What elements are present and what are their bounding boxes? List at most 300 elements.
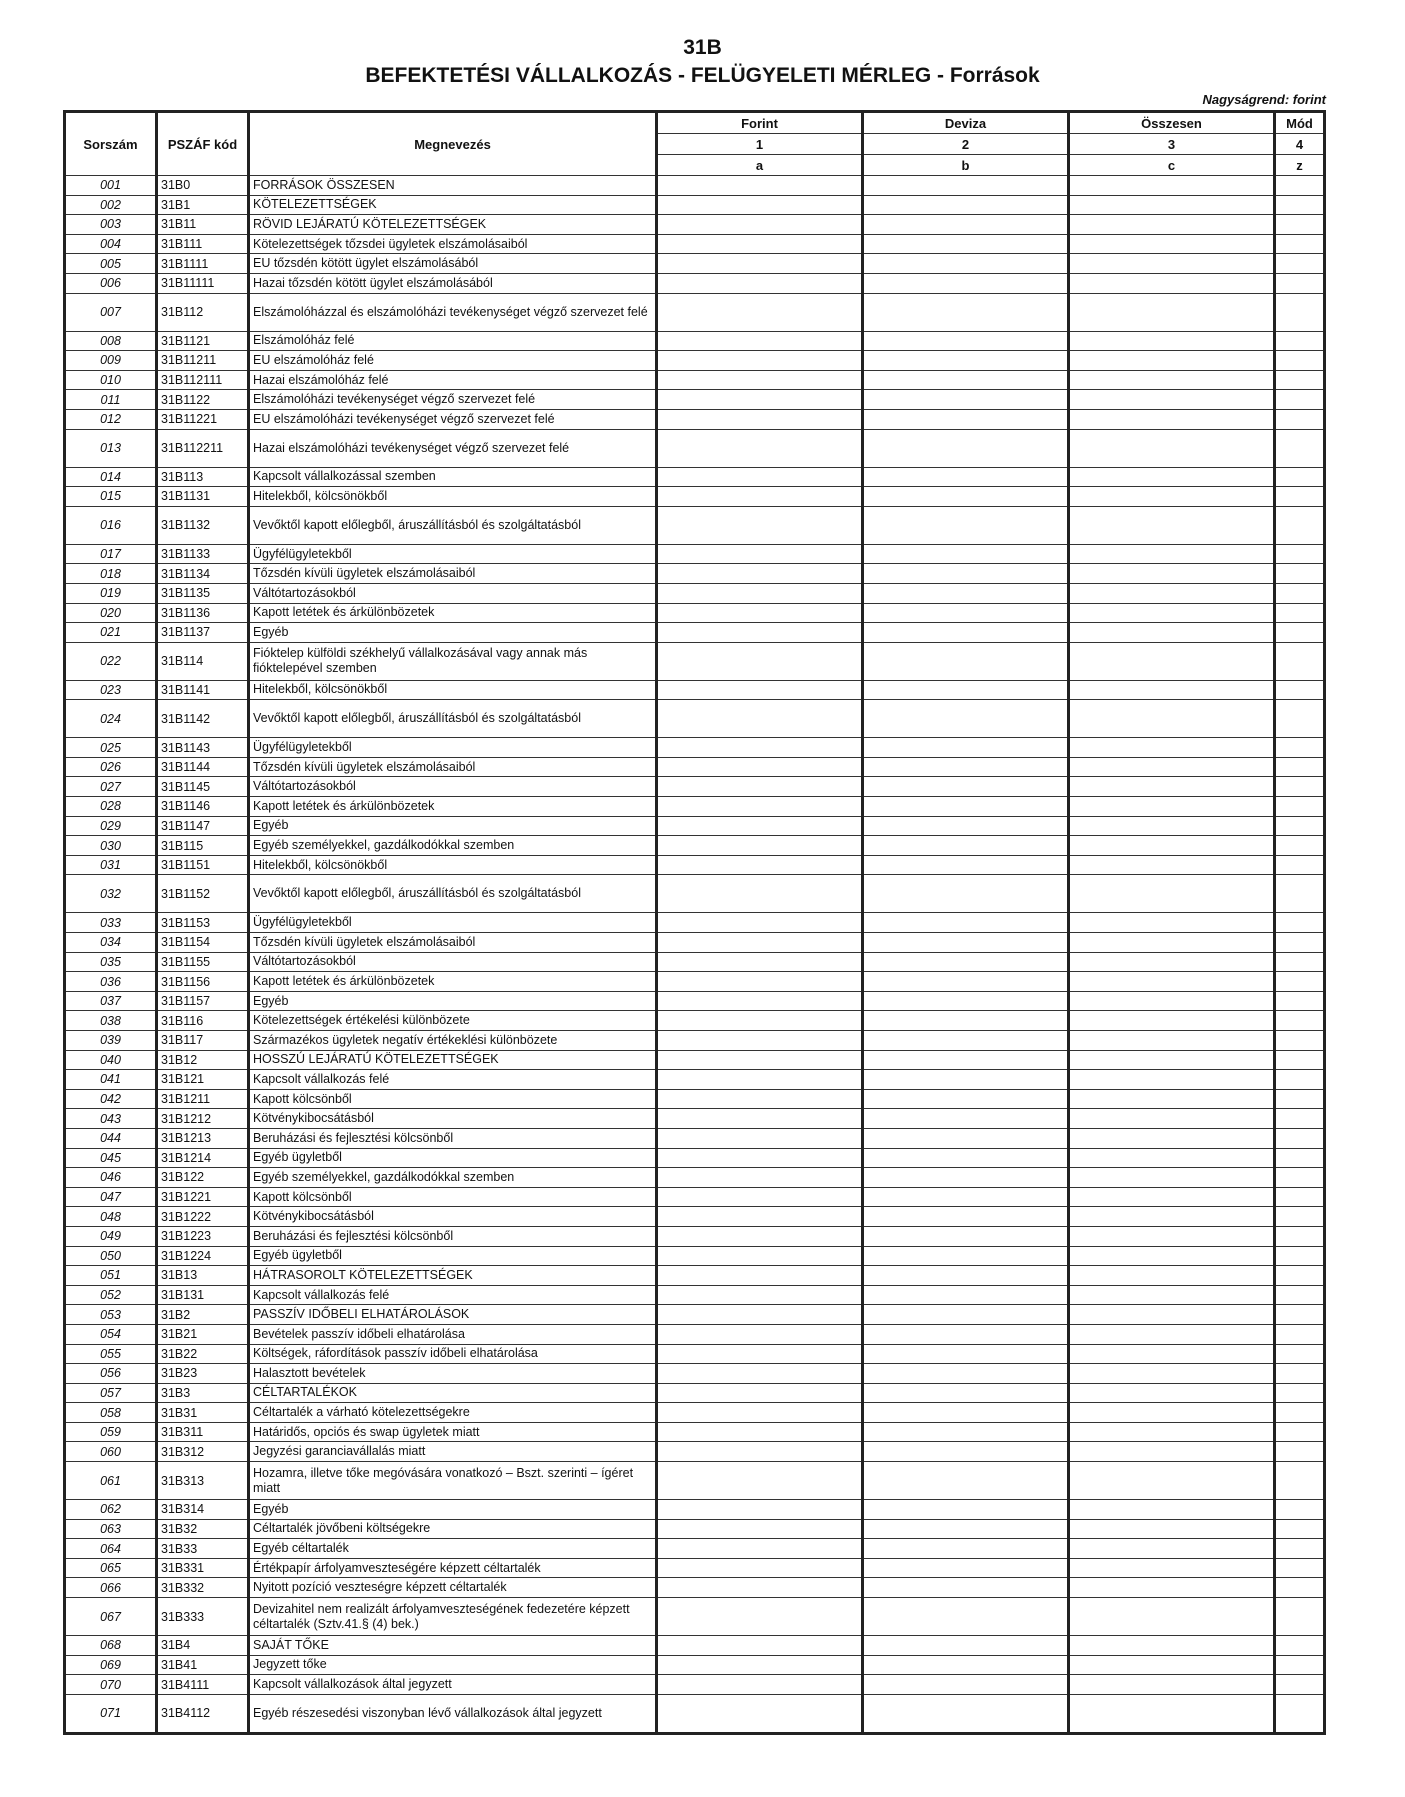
deviza-cell[interactable] bbox=[863, 1207, 1069, 1227]
osszesen-cell[interactable] bbox=[1069, 642, 1275, 680]
forint-cell[interactable] bbox=[657, 1070, 863, 1090]
mod-cell[interactable] bbox=[1275, 836, 1325, 856]
table-row bbox=[65, 933, 1325, 953]
mod-cell[interactable] bbox=[1275, 642, 1325, 680]
forint-cell[interactable] bbox=[657, 1539, 863, 1559]
osszesen-cell[interactable] bbox=[1069, 1422, 1275, 1442]
deviza-cell[interactable] bbox=[863, 195, 1069, 215]
deviza-cell[interactable] bbox=[863, 234, 1069, 254]
forint-cell[interactable] bbox=[657, 215, 863, 235]
deviza-cell[interactable] bbox=[863, 1364, 1069, 1384]
osszesen-cell[interactable] bbox=[1069, 1500, 1275, 1520]
row-serial: 055 bbox=[65, 1344, 157, 1364]
osszesen-cell[interactable] bbox=[1069, 1226, 1275, 1246]
mod-cell[interactable] bbox=[1275, 1500, 1325, 1520]
deviza-cell[interactable] bbox=[863, 544, 1069, 564]
osszesen-cell[interactable] bbox=[1069, 816, 1275, 836]
mod-cell[interactable] bbox=[1275, 1128, 1325, 1148]
deviza-cell[interactable] bbox=[863, 1109, 1069, 1129]
mod-cell[interactable] bbox=[1275, 1558, 1325, 1578]
osszesen-cell[interactable] bbox=[1069, 1539, 1275, 1559]
deviza-cell[interactable] bbox=[863, 738, 1069, 758]
deviza-cell[interactable] bbox=[863, 1128, 1069, 1148]
deviza-cell[interactable] bbox=[863, 370, 1069, 390]
mod-cell[interactable] bbox=[1275, 1285, 1325, 1305]
forint-cell[interactable] bbox=[657, 273, 863, 293]
deviza-cell[interactable] bbox=[863, 1539, 1069, 1559]
forint-cell[interactable] bbox=[657, 409, 863, 429]
mod-cell[interactable] bbox=[1275, 991, 1325, 1011]
forint-cell[interactable] bbox=[657, 370, 863, 390]
mod-cell[interactable] bbox=[1275, 875, 1325, 913]
deviza-cell[interactable] bbox=[863, 273, 1069, 293]
deviza-cell[interactable] bbox=[863, 1226, 1069, 1246]
deviza-cell[interactable] bbox=[863, 642, 1069, 680]
mod-cell[interactable] bbox=[1275, 1519, 1325, 1539]
mod-cell[interactable] bbox=[1275, 487, 1325, 507]
mod-cell[interactable] bbox=[1275, 1266, 1325, 1286]
mod-cell[interactable] bbox=[1275, 1422, 1325, 1442]
mod-cell[interactable] bbox=[1275, 1403, 1325, 1423]
mod-cell[interactable] bbox=[1275, 1655, 1325, 1675]
forint-cell[interactable] bbox=[657, 544, 863, 564]
row-name: Kapott letétek és árkülönbözetek bbox=[249, 972, 657, 992]
deviza-cell[interactable] bbox=[863, 467, 1069, 487]
osszesen-cell[interactable] bbox=[1069, 544, 1275, 564]
osszesen-cell[interactable] bbox=[1069, 1655, 1275, 1675]
deviza-cell[interactable] bbox=[863, 506, 1069, 544]
row-code: 31B1133 bbox=[157, 544, 249, 564]
osszesen-cell[interactable] bbox=[1069, 195, 1275, 215]
mod-cell[interactable] bbox=[1275, 855, 1325, 875]
osszesen-cell[interactable] bbox=[1069, 1187, 1275, 1207]
osszesen-cell[interactable] bbox=[1069, 1519, 1275, 1539]
osszesen-cell[interactable] bbox=[1069, 254, 1275, 274]
forint-cell[interactable] bbox=[657, 1246, 863, 1266]
forint-cell[interactable] bbox=[657, 1383, 863, 1403]
mod-cell[interactable] bbox=[1275, 777, 1325, 797]
osszesen-cell[interactable] bbox=[1069, 952, 1275, 972]
forint-cell[interactable] bbox=[657, 991, 863, 1011]
row-serial: 042 bbox=[65, 1089, 157, 1109]
osszesen-cell[interactable] bbox=[1069, 1089, 1275, 1109]
osszesen-cell[interactable] bbox=[1069, 1598, 1275, 1636]
osszesen-cell[interactable] bbox=[1069, 836, 1275, 856]
osszesen-cell[interactable] bbox=[1069, 234, 1275, 254]
deviza-cell[interactable] bbox=[863, 293, 1069, 331]
osszesen-cell[interactable] bbox=[1069, 1031, 1275, 1051]
mod-cell[interactable] bbox=[1275, 797, 1325, 817]
deviza-cell[interactable] bbox=[863, 1324, 1069, 1344]
forint-cell[interactable] bbox=[657, 1011, 863, 1031]
deviza-cell[interactable] bbox=[863, 836, 1069, 856]
forint-cell[interactable] bbox=[657, 293, 863, 331]
deviza-cell[interactable] bbox=[863, 1462, 1069, 1500]
osszesen-cell[interactable] bbox=[1069, 738, 1275, 758]
deviza-cell[interactable] bbox=[863, 972, 1069, 992]
mod-cell[interactable] bbox=[1275, 1168, 1325, 1188]
header-osszesen-num: 3 bbox=[1069, 134, 1275, 155]
deviza-cell[interactable] bbox=[863, 487, 1069, 507]
forint-cell[interactable] bbox=[657, 1207, 863, 1227]
osszesen-cell[interactable] bbox=[1069, 777, 1275, 797]
deviza-cell[interactable] bbox=[863, 176, 1069, 196]
mod-cell[interactable] bbox=[1275, 1031, 1325, 1051]
mod-cell[interactable] bbox=[1275, 467, 1325, 487]
osszesen-cell[interactable] bbox=[1069, 1285, 1275, 1305]
mod-cell[interactable] bbox=[1275, 564, 1325, 584]
deviza-cell[interactable] bbox=[863, 875, 1069, 913]
osszesen-cell[interactable] bbox=[1069, 1344, 1275, 1364]
forint-cell[interactable] bbox=[657, 1462, 863, 1500]
osszesen-cell[interactable] bbox=[1069, 1324, 1275, 1344]
deviza-cell[interactable] bbox=[863, 855, 1069, 875]
mod-cell[interactable] bbox=[1275, 757, 1325, 777]
forint-cell[interactable] bbox=[657, 1636, 863, 1656]
forint-cell[interactable] bbox=[657, 1578, 863, 1598]
deviza-cell[interactable] bbox=[863, 952, 1069, 972]
osszesen-cell[interactable] bbox=[1069, 1109, 1275, 1129]
forint-cell[interactable] bbox=[657, 738, 863, 758]
forint-cell[interactable] bbox=[657, 1285, 863, 1305]
deviza-cell[interactable] bbox=[863, 1344, 1069, 1364]
deviza-cell[interactable] bbox=[863, 1031, 1069, 1051]
forint-cell[interactable] bbox=[657, 816, 863, 836]
deviza-cell[interactable] bbox=[863, 331, 1069, 351]
forint-cell[interactable] bbox=[657, 1305, 863, 1325]
deviza-cell[interactable] bbox=[863, 1285, 1069, 1305]
row-code: 31B1155 bbox=[157, 952, 249, 972]
mod-cell[interactable] bbox=[1275, 544, 1325, 564]
mod-cell[interactable] bbox=[1275, 972, 1325, 992]
forint-cell[interactable] bbox=[657, 506, 863, 544]
forint-cell[interactable] bbox=[657, 1109, 863, 1129]
forint-cell[interactable] bbox=[657, 642, 863, 680]
osszesen-cell[interactable] bbox=[1069, 467, 1275, 487]
mod-cell[interactable] bbox=[1275, 195, 1325, 215]
deviza-cell[interactable] bbox=[863, 1050, 1069, 1070]
osszesen-cell[interactable] bbox=[1069, 390, 1275, 410]
osszesen-cell[interactable] bbox=[1069, 603, 1275, 623]
deviza-cell[interactable] bbox=[863, 603, 1069, 623]
forint-cell[interactable] bbox=[657, 700, 863, 738]
deviza-cell[interactable] bbox=[863, 351, 1069, 371]
forint-cell[interactable] bbox=[657, 390, 863, 410]
mod-cell[interactable] bbox=[1275, 933, 1325, 953]
deviza-cell[interactable] bbox=[863, 429, 1069, 467]
osszesen-cell[interactable] bbox=[1069, 1168, 1275, 1188]
deviza-cell[interactable] bbox=[863, 913, 1069, 933]
forint-cell[interactable] bbox=[657, 1226, 863, 1246]
forint-cell[interactable] bbox=[657, 429, 863, 467]
forint-cell[interactable] bbox=[657, 176, 863, 196]
forint-cell[interactable] bbox=[657, 583, 863, 603]
mod-cell[interactable] bbox=[1275, 1148, 1325, 1168]
mod-cell[interactable] bbox=[1275, 1070, 1325, 1090]
mod-cell[interactable] bbox=[1275, 1207, 1325, 1227]
osszesen-cell[interactable] bbox=[1069, 1207, 1275, 1227]
osszesen-cell[interactable] bbox=[1069, 991, 1275, 1011]
mod-cell[interactable] bbox=[1275, 293, 1325, 331]
deviza-cell[interactable] bbox=[863, 1598, 1069, 1636]
deviza-cell[interactable] bbox=[863, 1675, 1069, 1695]
deviza-cell[interactable] bbox=[863, 1383, 1069, 1403]
osszesen-cell[interactable] bbox=[1069, 1442, 1275, 1462]
deviza-cell[interactable] bbox=[863, 1558, 1069, 1578]
osszesen-cell[interactable] bbox=[1069, 1070, 1275, 1090]
deviza-cell[interactable] bbox=[863, 700, 1069, 738]
forint-cell[interactable] bbox=[657, 1128, 863, 1148]
forint-cell[interactable] bbox=[657, 1694, 863, 1733]
mod-cell[interactable] bbox=[1275, 1694, 1325, 1733]
forint-cell[interactable] bbox=[657, 623, 863, 643]
osszesen-cell[interactable] bbox=[1069, 875, 1275, 913]
deviza-cell[interactable] bbox=[863, 1305, 1069, 1325]
table-row bbox=[65, 913, 1325, 933]
deviza-cell[interactable] bbox=[863, 1636, 1069, 1656]
deviza-cell[interactable] bbox=[863, 1089, 1069, 1109]
deviza-cell[interactable] bbox=[863, 777, 1069, 797]
deviza-cell[interactable] bbox=[863, 1266, 1069, 1286]
mod-cell[interactable] bbox=[1275, 913, 1325, 933]
forint-cell[interactable] bbox=[657, 1500, 863, 1520]
mod-cell[interactable] bbox=[1275, 1383, 1325, 1403]
deviza-cell[interactable] bbox=[863, 390, 1069, 410]
osszesen-cell[interactable] bbox=[1069, 1578, 1275, 1598]
mod-cell[interactable] bbox=[1275, 1089, 1325, 1109]
forint-cell[interactable] bbox=[657, 797, 863, 817]
osszesen-cell[interactable] bbox=[1069, 1050, 1275, 1070]
forint-cell[interactable] bbox=[657, 1675, 863, 1695]
deviza-cell[interactable] bbox=[863, 564, 1069, 584]
forint-cell[interactable] bbox=[657, 1442, 863, 1462]
osszesen-cell[interactable] bbox=[1069, 176, 1275, 196]
deviza-cell[interactable] bbox=[863, 757, 1069, 777]
osszesen-cell[interactable] bbox=[1069, 487, 1275, 507]
forint-cell[interactable] bbox=[657, 855, 863, 875]
deviza-cell[interactable] bbox=[863, 215, 1069, 235]
deviza-cell[interactable] bbox=[863, 1403, 1069, 1423]
mod-cell[interactable] bbox=[1275, 215, 1325, 235]
osszesen-cell[interactable] bbox=[1069, 1383, 1275, 1403]
osszesen-cell[interactable] bbox=[1069, 972, 1275, 992]
mod-cell[interactable] bbox=[1275, 351, 1325, 371]
forint-cell[interactable] bbox=[657, 195, 863, 215]
deviza-cell[interactable] bbox=[863, 1246, 1069, 1266]
osszesen-cell[interactable] bbox=[1069, 1305, 1275, 1325]
deviza-cell[interactable] bbox=[863, 1519, 1069, 1539]
osszesen-cell[interactable] bbox=[1069, 564, 1275, 584]
row-name: Ügyfélügyletekből bbox=[249, 738, 657, 758]
forint-cell[interactable] bbox=[657, 1519, 863, 1539]
osszesen-cell[interactable] bbox=[1069, 1636, 1275, 1656]
mod-cell[interactable] bbox=[1275, 234, 1325, 254]
forint-cell[interactable] bbox=[657, 933, 863, 953]
osszesen-cell[interactable] bbox=[1069, 1148, 1275, 1168]
mod-cell[interactable] bbox=[1275, 583, 1325, 603]
row-code: 31B3 bbox=[157, 1383, 249, 1403]
mod-cell[interactable] bbox=[1275, 952, 1325, 972]
forint-cell[interactable] bbox=[657, 875, 863, 913]
deviza-cell[interactable] bbox=[863, 409, 1069, 429]
mod-cell[interactable] bbox=[1275, 390, 1325, 410]
forint-cell[interactable] bbox=[657, 1344, 863, 1364]
mod-cell[interactable] bbox=[1275, 1636, 1325, 1656]
mod-cell[interactable] bbox=[1275, 1578, 1325, 1598]
osszesen-cell[interactable] bbox=[1069, 215, 1275, 235]
osszesen-cell[interactable] bbox=[1069, 757, 1275, 777]
forint-cell[interactable] bbox=[657, 836, 863, 856]
forint-cell[interactable] bbox=[657, 1031, 863, 1051]
deviza-cell[interactable] bbox=[863, 1694, 1069, 1733]
osszesen-cell[interactable] bbox=[1069, 797, 1275, 817]
mod-cell[interactable] bbox=[1275, 331, 1325, 351]
forint-cell[interactable] bbox=[657, 254, 863, 274]
mod-cell[interactable] bbox=[1275, 1364, 1325, 1384]
mod-cell[interactable] bbox=[1275, 1675, 1325, 1695]
mod-cell[interactable] bbox=[1275, 1462, 1325, 1500]
forint-cell[interactable] bbox=[657, 1558, 863, 1578]
osszesen-cell[interactable] bbox=[1069, 331, 1275, 351]
mod-cell[interactable] bbox=[1275, 176, 1325, 196]
mod-cell[interactable] bbox=[1275, 1598, 1325, 1636]
deviza-cell[interactable] bbox=[863, 254, 1069, 274]
osszesen-cell[interactable] bbox=[1069, 429, 1275, 467]
forint-cell[interactable] bbox=[657, 1148, 863, 1168]
osszesen-cell[interactable] bbox=[1069, 351, 1275, 371]
osszesen-cell[interactable] bbox=[1069, 700, 1275, 738]
osszesen-cell[interactable] bbox=[1069, 409, 1275, 429]
mod-cell[interactable] bbox=[1275, 1050, 1325, 1070]
deviza-cell[interactable] bbox=[863, 1168, 1069, 1188]
forint-cell[interactable] bbox=[657, 467, 863, 487]
osszesen-cell[interactable] bbox=[1069, 1675, 1275, 1695]
mod-cell[interactable] bbox=[1275, 1011, 1325, 1031]
table-body bbox=[65, 176, 1325, 1734]
osszesen-cell[interactable] bbox=[1069, 293, 1275, 331]
deviza-cell[interactable] bbox=[863, 1148, 1069, 1168]
osszesen-cell[interactable] bbox=[1069, 1694, 1275, 1733]
forint-cell[interactable] bbox=[657, 913, 863, 933]
header-mod-letter: z bbox=[1275, 155, 1325, 176]
mod-cell[interactable] bbox=[1275, 1442, 1325, 1462]
mod-cell[interactable] bbox=[1275, 1187, 1325, 1207]
deviza-cell[interactable] bbox=[863, 1500, 1069, 1520]
osszesen-cell[interactable] bbox=[1069, 1128, 1275, 1148]
forint-cell[interactable] bbox=[657, 1050, 863, 1070]
forint-cell[interactable] bbox=[657, 1422, 863, 1442]
forint-cell[interactable] bbox=[657, 952, 863, 972]
mod-cell[interactable] bbox=[1275, 429, 1325, 467]
osszesen-cell[interactable] bbox=[1069, 370, 1275, 390]
osszesen-cell[interactable] bbox=[1069, 1403, 1275, 1423]
mod-cell[interactable] bbox=[1275, 738, 1325, 758]
osszesen-cell[interactable] bbox=[1069, 506, 1275, 544]
mod-cell[interactable] bbox=[1275, 1246, 1325, 1266]
mod-cell[interactable] bbox=[1275, 1539, 1325, 1559]
forint-cell[interactable] bbox=[657, 757, 863, 777]
forint-cell[interactable] bbox=[657, 1187, 863, 1207]
osszesen-cell[interactable] bbox=[1069, 933, 1275, 953]
osszesen-cell[interactable] bbox=[1069, 680, 1275, 700]
mod-cell[interactable] bbox=[1275, 816, 1325, 836]
mod-cell[interactable] bbox=[1275, 1226, 1325, 1246]
osszesen-cell[interactable] bbox=[1069, 623, 1275, 643]
deviza-cell[interactable] bbox=[863, 623, 1069, 643]
osszesen-cell[interactable] bbox=[1069, 1462, 1275, 1500]
row-code: 31B1212 bbox=[157, 1109, 249, 1129]
osszesen-cell[interactable] bbox=[1069, 1011, 1275, 1031]
forint-cell[interactable] bbox=[657, 1089, 863, 1109]
deviza-cell[interactable] bbox=[863, 1422, 1069, 1442]
forint-cell[interactable] bbox=[657, 351, 863, 371]
mod-cell[interactable] bbox=[1275, 1344, 1325, 1364]
deviza-cell[interactable] bbox=[863, 1578, 1069, 1598]
osszesen-cell[interactable] bbox=[1069, 913, 1275, 933]
osszesen-cell[interactable] bbox=[1069, 273, 1275, 293]
deviza-cell[interactable] bbox=[863, 583, 1069, 603]
forint-cell[interactable] bbox=[657, 1364, 863, 1384]
forint-cell[interactable] bbox=[657, 1324, 863, 1344]
deviza-cell[interactable] bbox=[863, 1011, 1069, 1031]
forint-cell[interactable] bbox=[657, 487, 863, 507]
row-serial: 010 bbox=[65, 370, 157, 390]
mod-cell[interactable] bbox=[1275, 254, 1325, 274]
row-serial: 031 bbox=[65, 855, 157, 875]
mod-cell[interactable] bbox=[1275, 506, 1325, 544]
osszesen-cell[interactable] bbox=[1069, 583, 1275, 603]
forint-cell[interactable] bbox=[657, 1168, 863, 1188]
forint-cell[interactable] bbox=[657, 1598, 863, 1636]
deviza-cell[interactable] bbox=[863, 680, 1069, 700]
mod-cell[interactable] bbox=[1275, 700, 1325, 738]
mod-cell[interactable] bbox=[1275, 273, 1325, 293]
mod-cell[interactable] bbox=[1275, 409, 1325, 429]
deviza-cell[interactable] bbox=[863, 1070, 1069, 1090]
osszesen-cell[interactable] bbox=[1069, 1364, 1275, 1384]
deviza-cell[interactable] bbox=[863, 1442, 1069, 1462]
forint-cell[interactable] bbox=[657, 1266, 863, 1286]
mod-cell[interactable] bbox=[1275, 1324, 1325, 1344]
mod-cell[interactable] bbox=[1275, 623, 1325, 643]
forint-cell[interactable] bbox=[657, 1655, 863, 1675]
forint-cell[interactable] bbox=[657, 331, 863, 351]
deviza-cell[interactable] bbox=[863, 933, 1069, 953]
osszesen-cell[interactable] bbox=[1069, 1558, 1275, 1578]
deviza-cell[interactable] bbox=[863, 1655, 1069, 1675]
forint-cell[interactable] bbox=[657, 603, 863, 623]
mod-cell[interactable] bbox=[1275, 603, 1325, 623]
mod-cell[interactable] bbox=[1275, 1109, 1325, 1129]
mod-cell[interactable] bbox=[1275, 370, 1325, 390]
osszesen-cell[interactable] bbox=[1069, 1266, 1275, 1286]
deviza-cell[interactable] bbox=[863, 816, 1069, 836]
forint-cell[interactable] bbox=[657, 972, 863, 992]
row-code: 31B1122 bbox=[157, 390, 249, 410]
forint-cell[interactable] bbox=[657, 564, 863, 584]
deviza-cell[interactable] bbox=[863, 1187, 1069, 1207]
forint-cell[interactable] bbox=[657, 1403, 863, 1423]
deviza-cell[interactable] bbox=[863, 991, 1069, 1011]
forint-cell[interactable] bbox=[657, 777, 863, 797]
mod-cell[interactable] bbox=[1275, 680, 1325, 700]
forint-cell[interactable] bbox=[657, 680, 863, 700]
deviza-cell[interactable] bbox=[863, 797, 1069, 817]
osszesen-cell[interactable] bbox=[1069, 855, 1275, 875]
osszesen-cell[interactable] bbox=[1069, 1246, 1275, 1266]
forint-cell[interactable] bbox=[657, 234, 863, 254]
mod-cell[interactable] bbox=[1275, 1305, 1325, 1325]
